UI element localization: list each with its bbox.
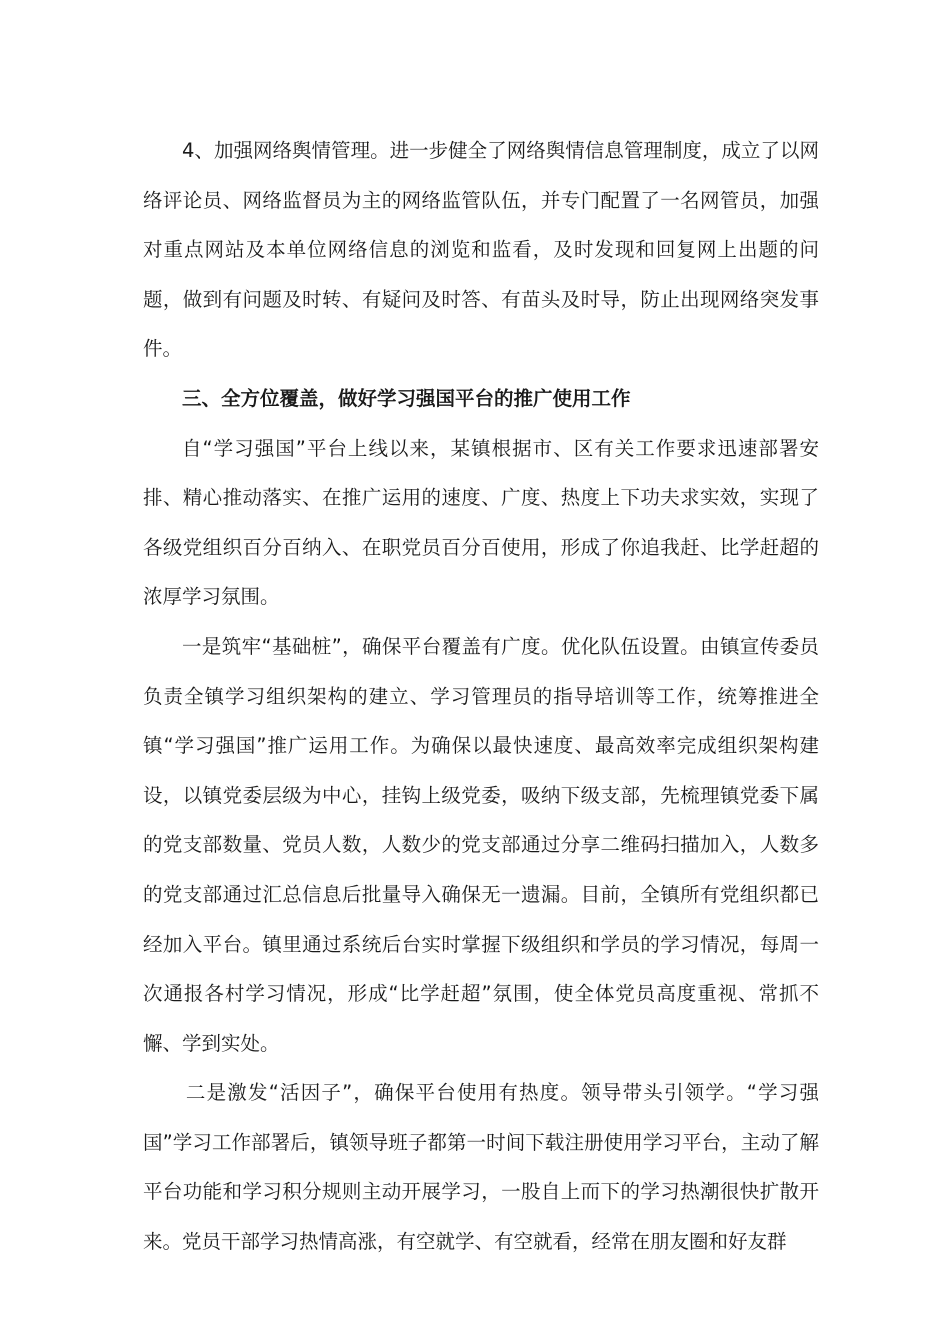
paragraph-foundation-coverage: 一是筑牢“基础桩”，确保平台覆盖有广度。优化队伍设置。由镇宣传委员负责全镇学习组织架构的建立、学习管理员的指导培训等工作，统筹推进全镇“学习强国”推广运用工作。为确保以最快速度、最高效率完成组织架构建设，以镇党委层级为中心，挂钩上级党委，吸纳下级支部，先梳理镇党委下属的党支部数量、党员人数，人数少的党支部通过分享二维码扫描加入，人数多的党支部通过汇总信息后批量导入确保无一遗漏。目前，全镇所有党组织都已经加入平台。镇里通过系统后台实时掌握下级组织和学员的学习情况，每周一次通报各村学习情况，形成“比学赶超”氛围，使全体党员高度重视、常抓不懈、学到实处。 — [143, 634, 819, 1055]
paragraph-usage-enthusiasm: 二是激发“活因子”，确保平台使用有热度。领导带头引领学。“学习强国”学习工作部署后，镇领导班子都第一时间下载注册使用学习平台，主动了解平台功能和学习积分规则主动开展学习，一股自上而下的学习热潮很快扩散开来。党员干部学习热情高涨，有空就学、有空就看，经常在朋友圈和好友群 — [143, 1081, 819, 1254]
paragraph-network-opinion-management: 4、加强网络舆情管理。进一步健全了网络舆情信息管理制度，成立了以网络评论员、网络监督员为主的网络监管队伍，并专门配置了一名网管员，加强对重点网站及本单位网络信息的浏览和监看，及时发现和回复网上出题的问题，做到有问题及时转、有疑问及时答、有苗头及时导，防止出现网络突发事件。 — [143, 139, 819, 361]
paragraph-platform-overview: 自“学习强国”平台上线以来，某镇根据市、区有关工作要求迅速部署安排、精心推动落实、在推广运用的速度、广度、热度上下功夫求实效，实现了各级党组织百分百纳入、在职党员百分百使用，形成了你追我赶、比学赶超的浓厚学习氛围。 — [143, 436, 819, 609]
document-body — [143, 126, 819, 1267]
section-heading-three: 三、全方位覆盖，做好学习强国平台的推广使用工作 — [182, 386, 631, 410]
